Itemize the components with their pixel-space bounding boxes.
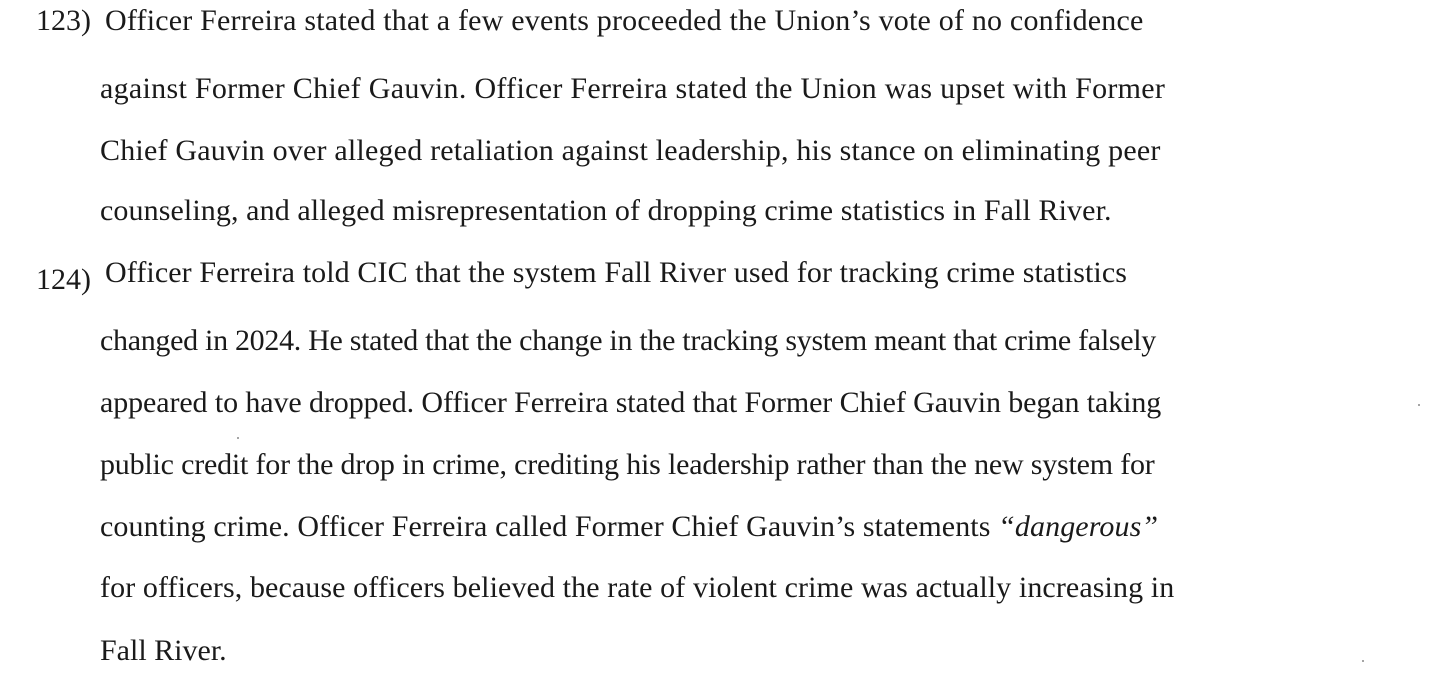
scan-speck — [237, 437, 239, 439]
paragraph-line: Chief Gauvin over alleged retaliation against leadership, his stance on eliminating peer — [100, 134, 1161, 167]
paragraph-line: against Former Chief Gauvin. Officer Ferreira stated the Union was upset with Former — [100, 72, 1166, 105]
paragraph-line: counseling, and alleged misrepresentation of dropping crime statistics in Fall River. — [100, 194, 1112, 227]
paragraph-line: for officers, because officers believed the rate of violent crime was actually increasing in — [100, 571, 1175, 604]
line-text: counting crime. Officer Ferreira called Former Chief Gauvin’s statements — [100, 510, 999, 543]
paragraph-number: 123) — [36, 4, 91, 37]
paragraph-line: appeared to have dropped. Officer Ferreira stated that Former Chief Gauvin began taking — [100, 386, 1162, 419]
paragraph-line: public credit for the drop in crime, crediting his leadership rather than the new system for — [100, 448, 1155, 481]
paragraph-line — [100, 512, 1158, 542]
paragraph-line: Officer Ferreira told CIC that the system Fall River used for tracking crime statistics — [105, 256, 1128, 289]
paragraph-line: Fall River. — [100, 634, 227, 667]
paragraph-line: changed in 2024. He stated that the change in the tracking system meant that crime falsely — [100, 324, 1156, 357]
scan-speck — [1418, 404, 1420, 406]
quoted-word: “dangerous” — [998, 510, 1159, 543]
scan-speck — [1362, 660, 1364, 662]
paragraph-line: Officer Ferreira stated that a few events proceeded the Union’s vote of no confidence — [105, 4, 1144, 37]
paragraph-number: 124) — [36, 263, 91, 296]
